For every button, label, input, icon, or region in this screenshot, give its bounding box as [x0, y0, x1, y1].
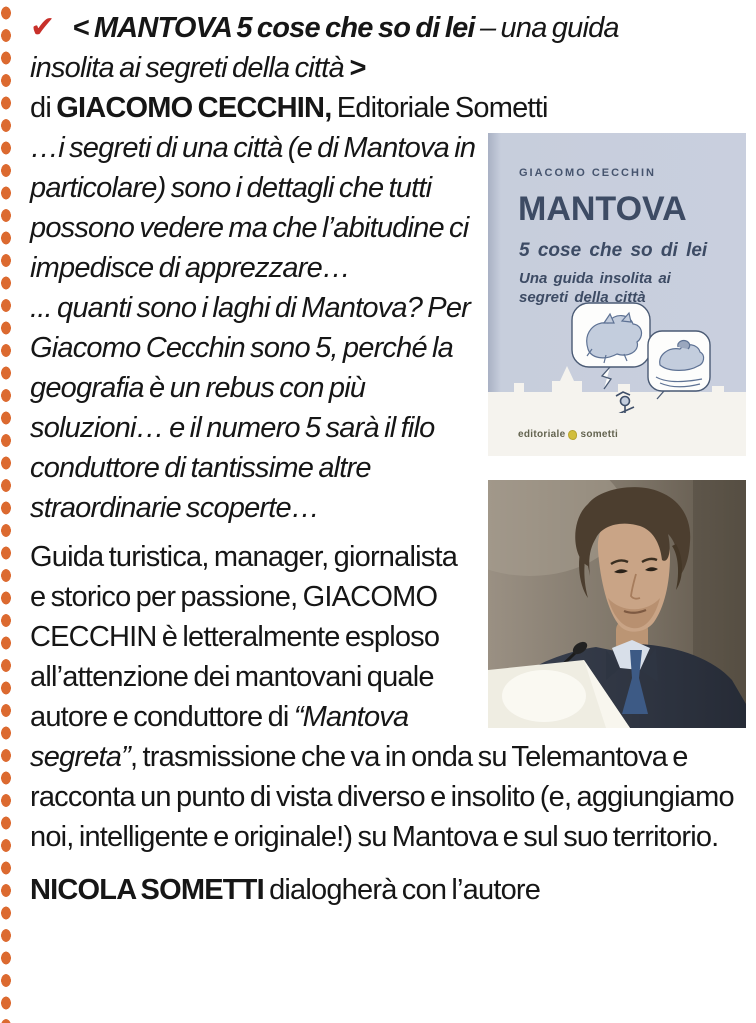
closing-line	[30, 870, 746, 910]
byline	[30, 88, 746, 128]
cover-title: MANTOVA	[518, 190, 687, 228]
tv-show-title: “Mantova segreta”	[30, 701, 409, 773]
author-photo	[488, 480, 746, 728]
byline-prefix: di	[30, 92, 51, 124]
cover-publisher-strip	[488, 413, 746, 456]
bracket-open: <	[72, 12, 89, 44]
media-column	[488, 133, 746, 728]
cover-author: GIACOMO CECCHIN	[519, 167, 656, 179]
cover-tagline: Una guida insolita ai segreti della città	[519, 270, 671, 306]
bio-text-2: , trasmissione che va in onda su Telemantova e racconta un punto di vista diverso e insolito (e, aggiungiamo noi, intelligente e originale!) su Mantova e sul suo territorio.	[30, 741, 734, 853]
quote-paragraph-2: ... quanti sono i laghi di Mantova? Per Giacomo Cecchin sono 5, perché la geografia è un rebus con più soluzioni… e il numero 5 sarà il filo conduttore di tantissime altre straordinarie scoperte…	[30, 292, 471, 524]
bio-text-1: Guida turistica, manager, giornalista e storico per passione, GIACOMO CECCHIN è letteralmente esploso all’attenzione dei mantovani quale autore e conduttore di	[30, 541, 458, 733]
event-header	[30, 8, 706, 88]
publisher-logo-icon	[568, 430, 577, 440]
flyer-content	[30, 8, 746, 910]
publisher-logo-word2: sometti	[580, 428, 619, 440]
publisher-logo	[518, 415, 618, 455]
closing-text: dialogherà con l’autore	[263, 874, 541, 906]
dotted-border	[0, 2, 16, 1023]
cover-subtitle: 5 cose che so di lei	[519, 240, 708, 261]
book-subtitle-text: una guida insolita ai segreti della città	[30, 12, 619, 84]
checkmark-icon: ✔	[30, 11, 56, 44]
publisher-name: Editoriale Sometti	[336, 92, 548, 124]
title-dash: –	[479, 12, 496, 44]
bracket-close: >	[349, 52, 366, 84]
speaker-name: NICOLA SOMETTI	[30, 874, 264, 906]
book-title-text: MANTOVA 5 cose che so di lei	[93, 12, 475, 44]
publisher-logo-word1: editoriale	[518, 428, 566, 440]
author-name: GIACOMO CECCHIN,	[56, 92, 332, 124]
quote-paragraph-1: …i segreti di una città (e di Mantova in particolare) sono i dettagli che tutti possono vedere ma che l’abitudine ci impedisce di apprezzare…	[30, 132, 476, 284]
book-cover	[488, 133, 746, 456]
